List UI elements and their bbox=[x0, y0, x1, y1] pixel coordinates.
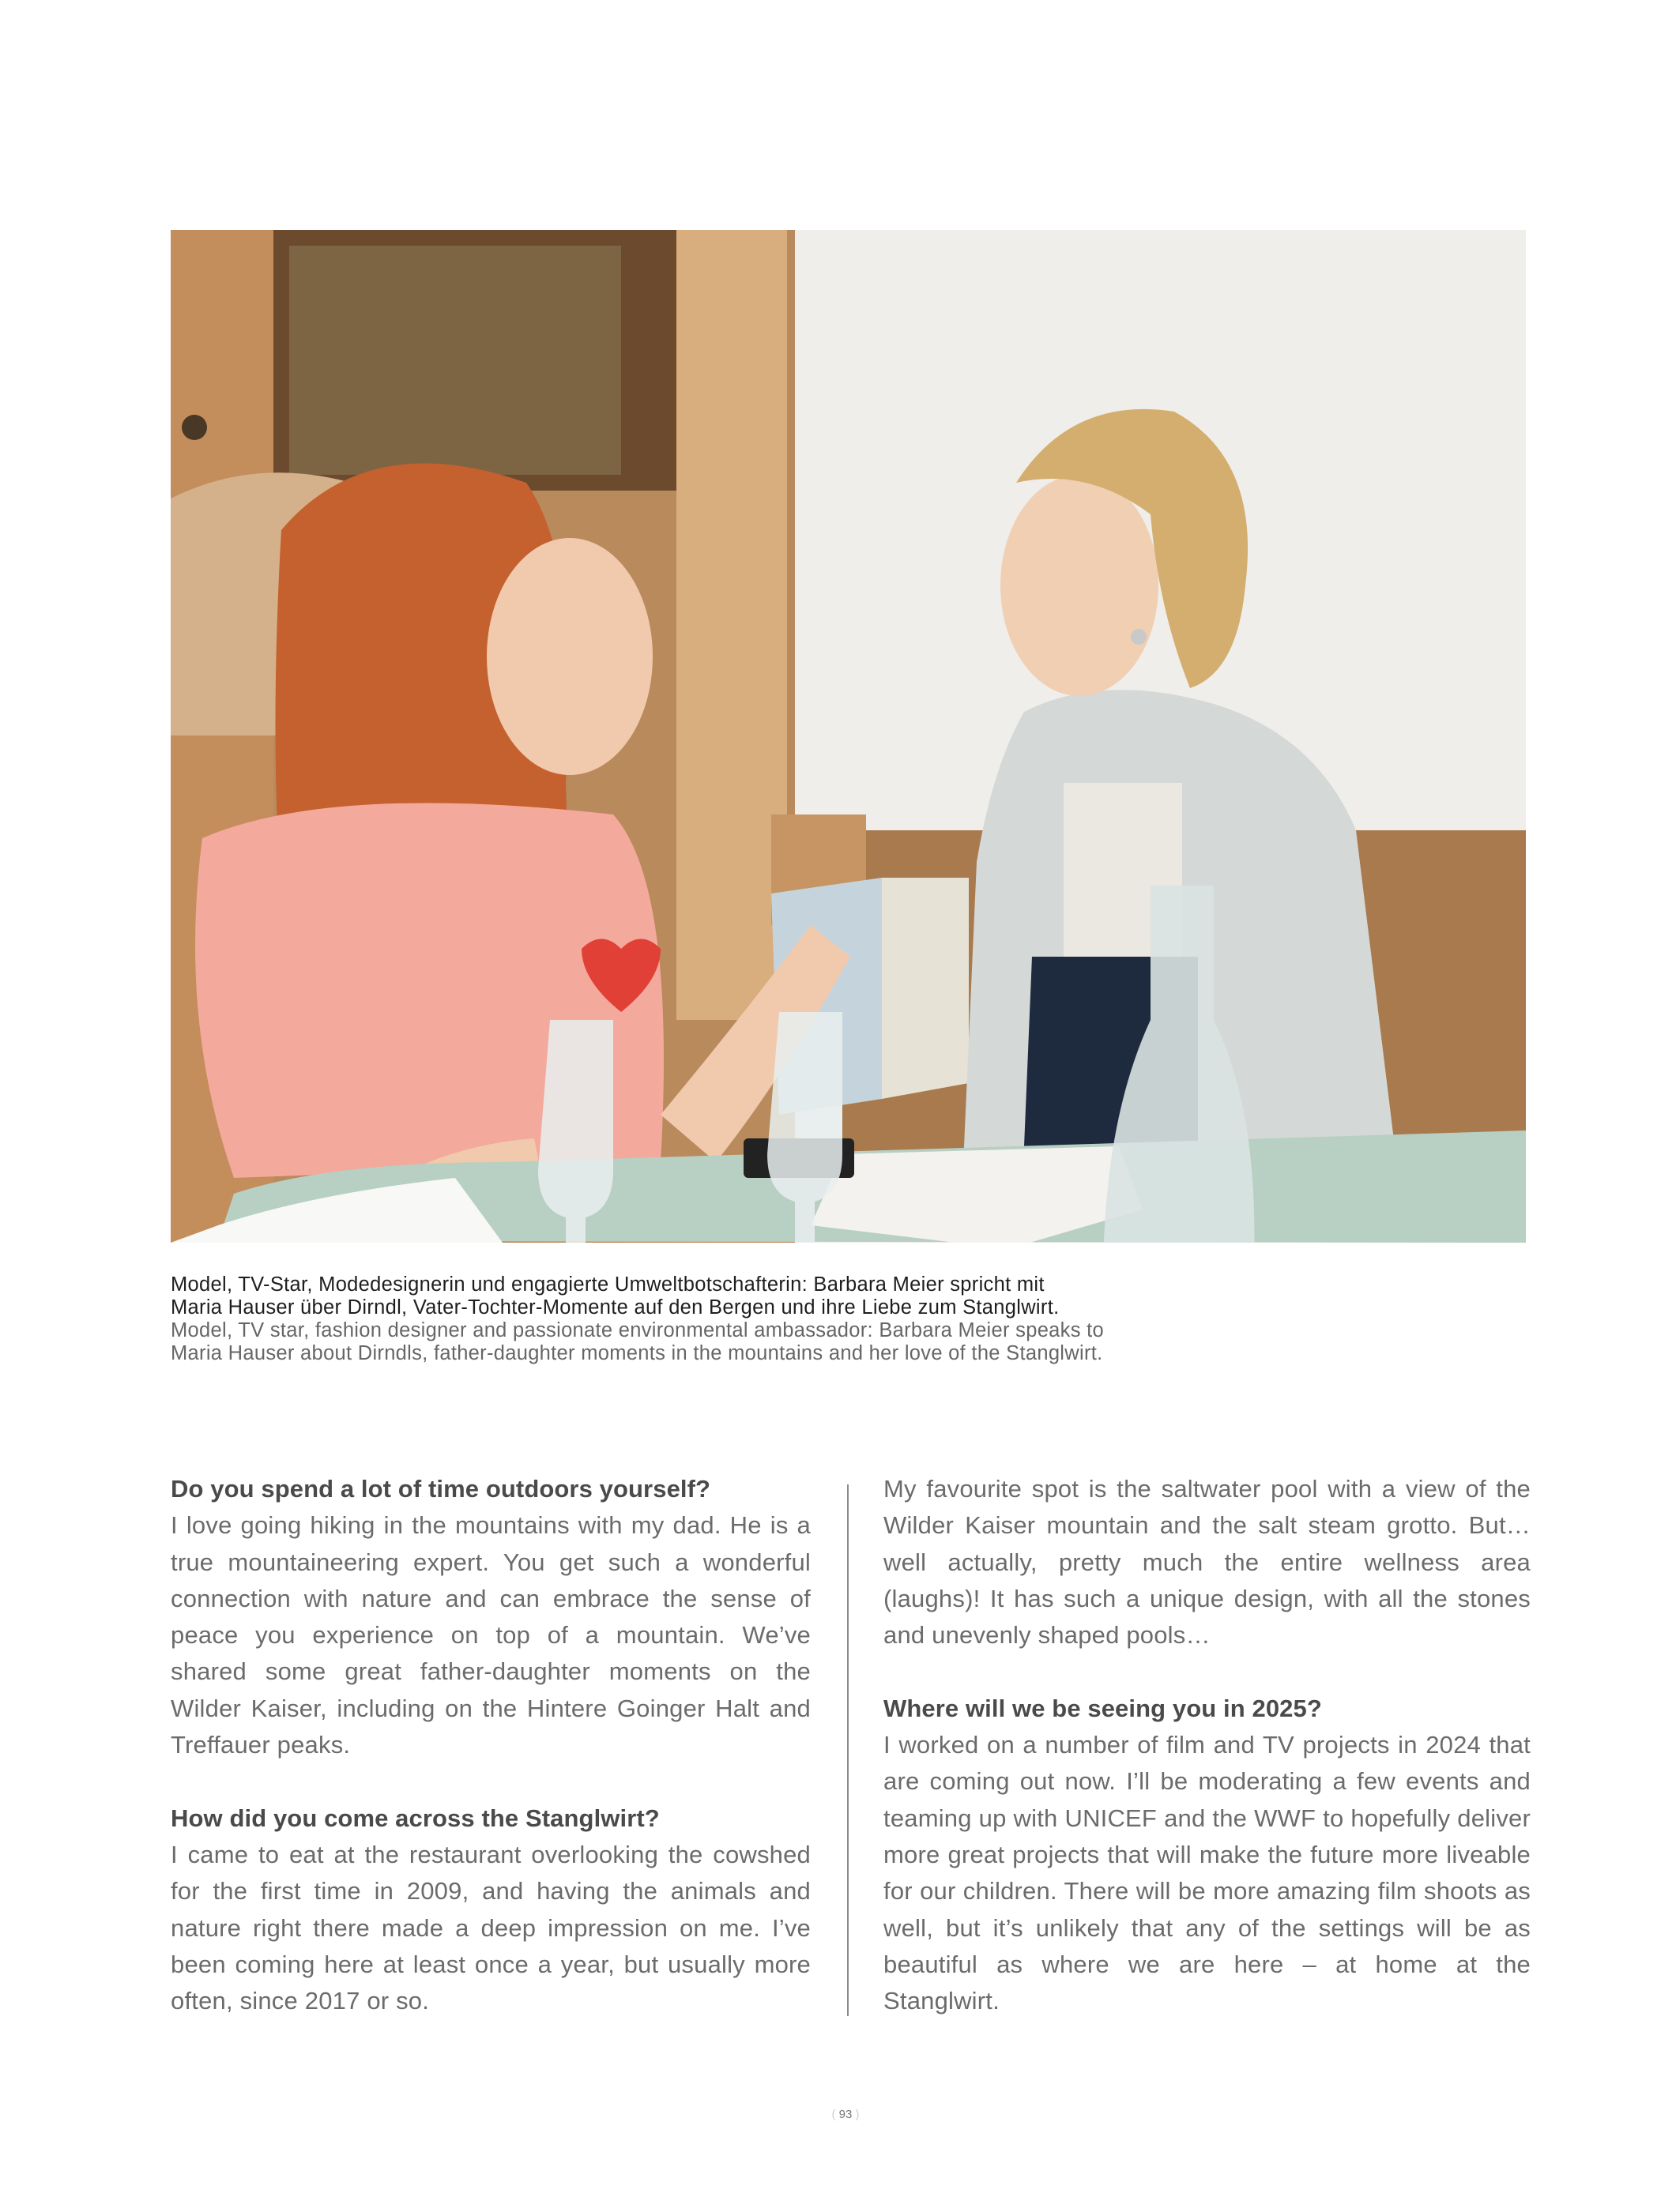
question-heading: How did you come across the Stanglwirt? bbox=[171, 1804, 660, 1832]
paragraph-spacer bbox=[883, 1653, 1531, 1690]
article-column-left bbox=[171, 1471, 811, 2019]
question-heading: Where will we be seeing you in 2025? bbox=[883, 1694, 1322, 1722]
caption-english-line-1: Model, TV star, fashion designer and passionate environmental ambassador: Barbara Meier speaks to bbox=[171, 1319, 1105, 1341]
photo-illustration bbox=[171, 230, 1526, 1243]
column-divider bbox=[847, 1484, 849, 2016]
page-number bbox=[822, 2108, 869, 2121]
article-column-right bbox=[883, 1471, 1531, 2019]
page-number-value: 93 bbox=[838, 2108, 853, 2121]
page-bracket-left: ( bbox=[831, 2108, 836, 2121]
question-heading: Do you spend a lot of time outdoors yourself? bbox=[171, 1475, 711, 1503]
answer-paragraph: I came to eat at the restaurant overlooking the cowshed for the first time in 2009, and having the animals and nature right there made a deep impression on me. I’ve been coming here at least once a year, but usually more often, since 2017 or so. bbox=[171, 1840, 811, 2015]
caption-german-line-1: Model, TV-Star, Modedesignerin und engagierte Umweltbotschafterin: Barbara Meier spricht mit bbox=[171, 1273, 1045, 1296]
paragraph-spacer bbox=[171, 1763, 811, 1800]
answer-paragraph: I worked on a number of film and TV projects in 2024 that are coming out now. I’ll be moderating a few events and teaming up with UNICEF and the WWF to hopefully deliver more great projects that will make the future more liveable for our children. There will be more amazing film shoots as well, but it’s unlikely that any of the settings will be as beautiful as where we are here – at home at the Stanglwirt. bbox=[883, 1731, 1531, 2015]
answer-paragraph: I love going hiking in the mountains with my dad. He is a true mountaineering expert. You get such a wonderful connection with nature and can embrace the sense of peace you experience on top of a mountain. We’ve shared some great father-daughter moments on the Wilder Kaiser, including on the Hintere Goinger Halt and Treffauer peaks. bbox=[171, 1511, 811, 1759]
caption-english-line-2: Maria Hauser about Dirndls, father-daughter moments in the mountains and her love of the Stanglwirt. bbox=[171, 1342, 1103, 1364]
caption-german-line-2: Maria Hauser über Dirndl, Vater-Tochter-Momente auf den Bergen und ihre Liebe zum Stanglwirt. bbox=[171, 1296, 1060, 1319]
answer-paragraph-continued: My favourite spot is the saltwater pool with a view of the Wilder Kaiser mountain and the salt steam grotto. But… well actually, pretty much the entire wellness area (laughs)! It has such a unique design, with all the stones and unevenly shaped pools… bbox=[883, 1475, 1531, 1650]
interview-photo bbox=[171, 230, 1526, 1243]
page-bracket-right: ) bbox=[855, 2108, 860, 2121]
photo-caption bbox=[171, 1273, 1530, 1365]
